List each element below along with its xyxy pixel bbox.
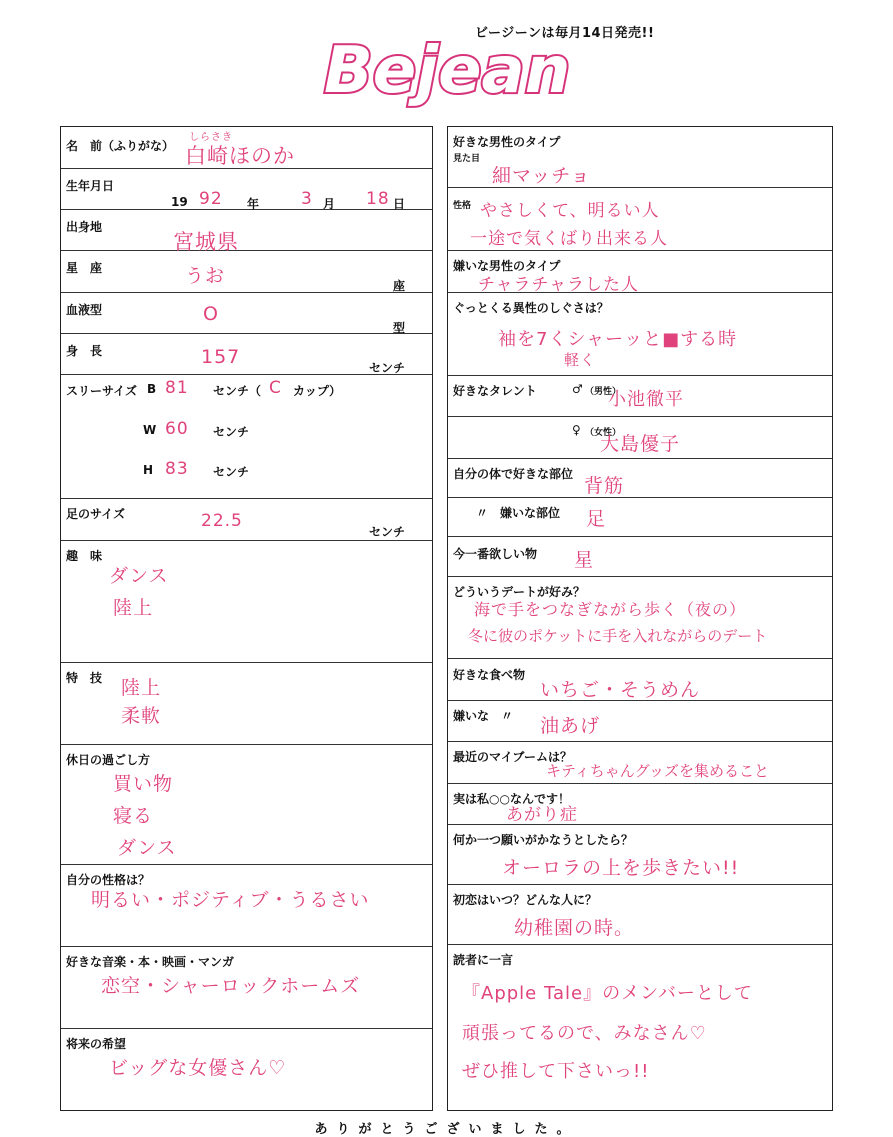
female-symbol-icon: ♀ bbox=[572, 423, 581, 437]
birth-month: 3 bbox=[301, 189, 313, 209]
dislike-part-row bbox=[448, 498, 832, 537]
blood-unit: 型 bbox=[393, 321, 406, 335]
hobby-line1: ダンス bbox=[109, 565, 169, 587]
cup-value: C bbox=[269, 378, 282, 398]
height-value: 157 bbox=[201, 346, 241, 368]
bust-label: B bbox=[147, 382, 157, 396]
hip-unit: センチ bbox=[213, 465, 250, 479]
holiday-label: 休日の過ごし方 bbox=[66, 753, 151, 767]
dislike-food-label: 嫌いな 〃 bbox=[453, 709, 514, 723]
message-label: 読者に一言 bbox=[453, 953, 514, 967]
name-value: 白崎ほのか bbox=[185, 144, 295, 168]
star-row bbox=[61, 251, 432, 293]
gesture-value: 袖を7くシャーッと■する時 bbox=[498, 329, 738, 350]
ideal-personality-line2: 一途で気くばり出来る人 bbox=[470, 229, 668, 249]
blood-value: O bbox=[203, 303, 219, 325]
future-value: ビッグな女優さん♡ bbox=[109, 1057, 287, 1079]
dislike-type-value: チャラチャラした人 bbox=[478, 275, 639, 295]
holiday-line3: ダンス bbox=[117, 837, 177, 859]
name-furigana: しらさき bbox=[189, 132, 233, 143]
gesture-row bbox=[448, 293, 832, 376]
like-part-value: 背筋 bbox=[584, 475, 625, 497]
dislike-food-value: 油あげ bbox=[540, 715, 601, 737]
dislike-type-label: 嫌いな男性のタイプ bbox=[453, 259, 561, 273]
talent-female-value: 大島優子 bbox=[600, 433, 681, 455]
ideal-label: 好きな男性のタイプ bbox=[453, 135, 561, 149]
dislike-type-row bbox=[448, 251, 832, 293]
name-label: 名 前（ふりがな） bbox=[66, 139, 175, 153]
dislike-food-row bbox=[448, 701, 832, 742]
ideal-personality-label: 性格 bbox=[453, 201, 472, 211]
cup-unit: カップ） bbox=[293, 384, 342, 398]
personality-row bbox=[61, 865, 432, 947]
boom-row bbox=[448, 742, 832, 784]
first-love-label: 初恋はいつ？どんな人に？ bbox=[453, 893, 598, 907]
favorites-label: 好きな音楽・本・映画・マンガ bbox=[66, 955, 235, 969]
hobby-line2: 陸上 bbox=[113, 597, 154, 619]
message-line3: ぜひ推して下さいっ!! bbox=[462, 1061, 650, 1082]
three-size-row bbox=[61, 375, 432, 499]
talent-male-sub: （男性） bbox=[585, 387, 622, 397]
boom-value: キティちゃんグッズを集めること bbox=[546, 762, 770, 780]
dislike-part-label: 〃 嫌いな部位 bbox=[476, 506, 561, 520]
hobby-label: 趣 味 bbox=[66, 549, 103, 563]
right-column bbox=[447, 126, 833, 1111]
waist-label: W bbox=[143, 423, 157, 437]
birth-day-unit: 日 bbox=[393, 197, 406, 211]
star-value: うお bbox=[185, 265, 226, 287]
hometown-value: 宮城県 bbox=[173, 230, 239, 254]
secret-row bbox=[448, 784, 832, 825]
gesture-note: 軽く bbox=[564, 351, 597, 369]
date-line1: 海で手をつなぎながら歩く（夜の） bbox=[474, 600, 747, 619]
food-row bbox=[448, 659, 832, 701]
secret-value: あがり症 bbox=[506, 805, 578, 825]
birth-century: 19 bbox=[171, 195, 188, 209]
bust-unit: センチ（ bbox=[213, 384, 262, 398]
personality-label: 自分の性格は？ bbox=[66, 873, 151, 887]
first-love-value: 幼稚園の時。 bbox=[514, 917, 635, 939]
talent-male-value: 小池徹平 bbox=[608, 389, 684, 410]
talent-label: 好きなタレント bbox=[453, 384, 537, 398]
wish-row bbox=[448, 825, 832, 885]
first-love-row bbox=[448, 885, 832, 945]
hometown-row bbox=[61, 210, 432, 254]
future-label: 将来の希望 bbox=[66, 1037, 127, 1051]
date-label: どういうデートが好み？ bbox=[453, 585, 586, 599]
talent-female-sub: （女性） bbox=[585, 428, 622, 438]
name-row bbox=[61, 127, 432, 169]
height-row bbox=[61, 334, 432, 375]
birth-row bbox=[61, 169, 432, 210]
message-line2: 頑張ってるので、みなさん♡ bbox=[462, 1023, 707, 1044]
star-unit: 座 bbox=[393, 279, 406, 293]
hobby-row bbox=[61, 541, 432, 663]
holiday-row bbox=[61, 745, 432, 865]
holiday-line1: 買い物 bbox=[113, 773, 174, 795]
bejean-logo bbox=[318, 30, 578, 108]
foot-value: 22.5 bbox=[201, 511, 243, 531]
birth-year: 92 bbox=[199, 189, 223, 209]
future-row bbox=[61, 1029, 432, 1112]
wish-value: オーロラの上を歩きたい!! bbox=[502, 857, 740, 879]
skill-label: 特 技 bbox=[66, 671, 103, 685]
want-value: 星 bbox=[574, 549, 595, 571]
birth-day: 18 bbox=[366, 189, 390, 209]
height-label: 身 長 bbox=[66, 344, 103, 358]
wish-label: 何か一つ願いがかなうとしたら？ bbox=[453, 833, 634, 847]
like-part-label: 自分の体で好きな部位 bbox=[453, 467, 574, 481]
header-tagline: ビージーンは毎月14日発売!! bbox=[475, 26, 655, 41]
food-label: 好きな食べ物 bbox=[453, 668, 526, 682]
logo-text: Bejean bbox=[324, 34, 571, 108]
blood-row bbox=[61, 293, 432, 334]
want-row bbox=[448, 537, 832, 577]
personality-value: 明るい・ポジティブ・うるさい bbox=[91, 889, 370, 911]
hip-value: 83 bbox=[165, 459, 189, 479]
holiday-line2: 寝る bbox=[113, 805, 154, 827]
star-label: 星 座 bbox=[66, 261, 103, 275]
favorites-value: 恋空・シャーロックホームズ bbox=[101, 975, 361, 997]
bust-value: 81 bbox=[165, 378, 189, 398]
male-symbol-icon: ♂ bbox=[572, 382, 583, 396]
waist-unit: センチ bbox=[213, 425, 250, 439]
waist-value: 60 bbox=[165, 419, 189, 439]
favorites-row bbox=[61, 947, 432, 1029]
skill-line2: 柔軟 bbox=[121, 705, 162, 727]
talent-female-row bbox=[448, 417, 832, 459]
gesture-label: ぐっとくる異性のしぐさは？ bbox=[453, 301, 609, 315]
birth-month-unit: 月 bbox=[323, 197, 336, 211]
skill-row bbox=[61, 663, 432, 745]
skill-line1: 陸上 bbox=[121, 677, 162, 699]
blood-label: 血液型 bbox=[66, 303, 103, 317]
ideal-sublabel: 見た目 bbox=[453, 154, 481, 164]
foot-row bbox=[61, 499, 432, 541]
footer-thanks: ありがとうございました。 bbox=[314, 1122, 579, 1137]
boom-label: 最近のマイブームは？ bbox=[453, 750, 573, 764]
date-row bbox=[448, 577, 832, 659]
message-row bbox=[448, 945, 832, 1112]
ideal-personality-row bbox=[448, 188, 832, 251]
birth-year-unit: 年 bbox=[247, 197, 260, 211]
dislike-part-value: 足 bbox=[586, 508, 607, 530]
secret-label: 実は私○○なんです！ bbox=[453, 792, 570, 806]
date-line2: 冬に彼のポケットに手を入れながらのデート bbox=[468, 627, 768, 645]
hip-label: H bbox=[143, 463, 154, 477]
three-size-label: スリーサイズ bbox=[66, 384, 138, 398]
hometown-label: 出身地 bbox=[66, 220, 103, 234]
left-column bbox=[60, 126, 433, 1111]
foot-label: 足のサイズ bbox=[66, 507, 126, 521]
ideal-row bbox=[448, 127, 832, 188]
ideal-value: 細マッチョ bbox=[492, 165, 591, 187]
birth-label: 生年月日 bbox=[66, 179, 115, 193]
want-label: 今一番欲しい物 bbox=[453, 547, 538, 561]
talent-male-row bbox=[448, 376, 832, 417]
foot-unit: センチ bbox=[369, 525, 406, 539]
message-line1: 『Apple Tale』のメンバーとして bbox=[462, 983, 753, 1004]
food-value: いちご・そうめん bbox=[540, 679, 701, 701]
height-unit: センチ bbox=[369, 361, 406, 375]
like-part-row bbox=[448, 459, 832, 498]
ideal-personality-line1: やさしくて、明るい人 bbox=[480, 201, 660, 221]
